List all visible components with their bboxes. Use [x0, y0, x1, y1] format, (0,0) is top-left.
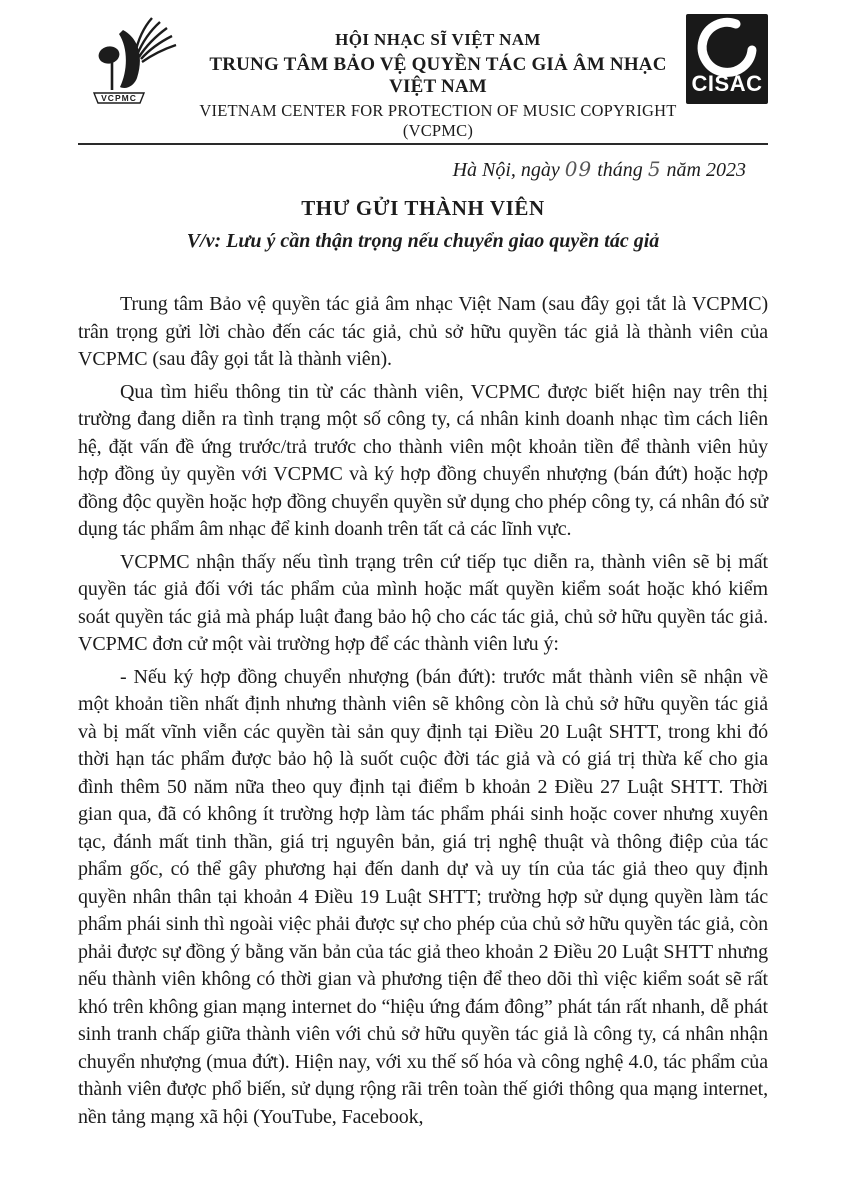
date-year: năm 2023	[661, 159, 746, 181]
date-prefix: Hà Nội, ngày	[452, 159, 565, 181]
cisac-logo-icon	[686, 14, 768, 109]
letter-body	[78, 291, 768, 1131]
org-name-block	[190, 14, 686, 141]
letterhead	[78, 14, 768, 141]
paragraph-greeting: Trung tâm Bảo vệ quyền tác giả âm nhạc Việt Nam (sau đây gọi tắt là VCPMC) trân trọng gửi lời chào đến các tác giả, chủ sở hữu quyền tác giả là thành viên của VCPMC (sau đây gọi tắt là thành viên).	[78, 293, 768, 370]
vcpmc-logo-label: VCPMC	[101, 93, 137, 103]
date-line	[78, 157, 768, 182]
vcpmc-logo-icon	[78, 14, 190, 115]
date-month-handwritten: 5	[647, 157, 662, 181]
letterhead-divider	[78, 143, 768, 145]
org-center-name-vi: TRUNG TÂM BẢO VỆ QUYỀN TÁC GIẢ ÂM NHẠC VIỆT NAM	[209, 54, 667, 97]
letter-subject: V/v: Lưu ý cần thận trọng nếu chuyển giao quyền tác giả	[186, 230, 660, 252]
org-association-name: HỘI NHẠC SĨ VIỆT NAM	[335, 30, 541, 49]
letter-title: THƯ GỬI THÀNH VIÊN	[301, 196, 545, 220]
org-center-name-en: VIETNAM CENTER FOR PROTECTION OF MUSIC COPYRIGHT (VCPMC)	[199, 101, 677, 140]
paragraph-situation: Qua tìm hiểu thông tin từ các thành viên, VCPMC được biết hiện nay trên thị trường đang diễn ra tình trạng một số công ty, cá nhân kinh doanh nhạc tìm cách liên hệ, đặt vấn đề ứng trước/trả trước cho thành viên một khoản tiền để thành viên hủy hợp đồng ủy quyền với VCPMC và ký hợp đồng chuyển nhượng (bán đứt) hoặc hợp đồng độc quyền hoặc hợp đồng chuyển quyền sử dụng cho phép công ty, cá nhân đó sử dụng tác phẩm âm nhạc để kinh doanh trên tất cả các lĩnh vực.	[78, 380, 768, 540]
cisac-logo-label: CISAC	[691, 71, 763, 96]
date-day-handwritten: 09	[564, 157, 593, 181]
cisac-badge-icon	[686, 14, 768, 104]
paragraph-case-transfer: - Nếu ký hợp đồng chuyển nhượng (bán đứt): trước mắt thành viên sẽ nhận về một khoản tiền nhất định nhưng thành viên sẽ không còn là chủ sở hữu quyền tác giả và bị mất vĩnh viễn các quyền tài sản quy định tại Điều 20 Luật SHTT, trong khi đó thời hạn tác phẩm được bảo hộ là suốt cuộc đời tác giả và có giá trị thừa kế cho gia đình thêm 50 năm nữa theo quy định tại điểm b khoản 2 Điều 27 Luật SHTT. Thời gian qua, đã có không ít trường hợp làm tác phẩm phái sinh hoặc cover nhưng xuyên tạc, đánh mất tinh thần, giá trị nguyên bản, giá trị nghệ thuật và thông điệp của tác phẩm gốc, có thể gây phương hại đến danh dự và uy tín của tác giả theo quy định quyền nhân thân tại khoản 4 Điều 19 Luật SHTT; trường hợp sử dụng quyền làm tác phẩm phái sinh thì ngoài việc phải được sự cho phép của chủ sở hữu quyền tác giả, còn phải được sự đồng ý bằng văn bản của tác giả theo khoản 2 Điều 20 Luật SHTT nhưng nếu thành viên không có thời gian và phương tiện để theo dõi thì việc kiểm soát sẽ rất khó trên không gian mạng internet do “hiệu ứng đám đông” phát tán rất nhanh, dễ phát sinh tranh chấp giữa thành viên với chủ sở hữu quyền tác giả là công ty, cá nhân nhận chuyển nhượng (mua đứt). Hiện nay, với xu thế số hóa và công nghệ 4.0, tác phẩm của thành viên được phổ biến, sử dụng rộng rãi trên toàn thế giới thông qua mạng internet, nền tảng mạng xã hội (YouTube, Facebook,	[78, 665, 768, 1128]
paragraph-warning: VCPMC nhận thấy nếu tình trạng trên cứ tiếp tục diễn ra, thành viên sẽ bị mất quyền tác giả đối với tác phẩm của mình hoặc mất quyền kiểm soát hoặc khó kiểm soát quyền tác giả mà pháp luật đang bảo hộ cho các tác giả, chủ sở hữu quyền tác giả. VCPMC đơn cử một vài trường hợp để các thành viên lưu ý:	[78, 550, 768, 655]
date-thang: tháng	[592, 159, 648, 181]
music-note-icon	[78, 14, 188, 110]
